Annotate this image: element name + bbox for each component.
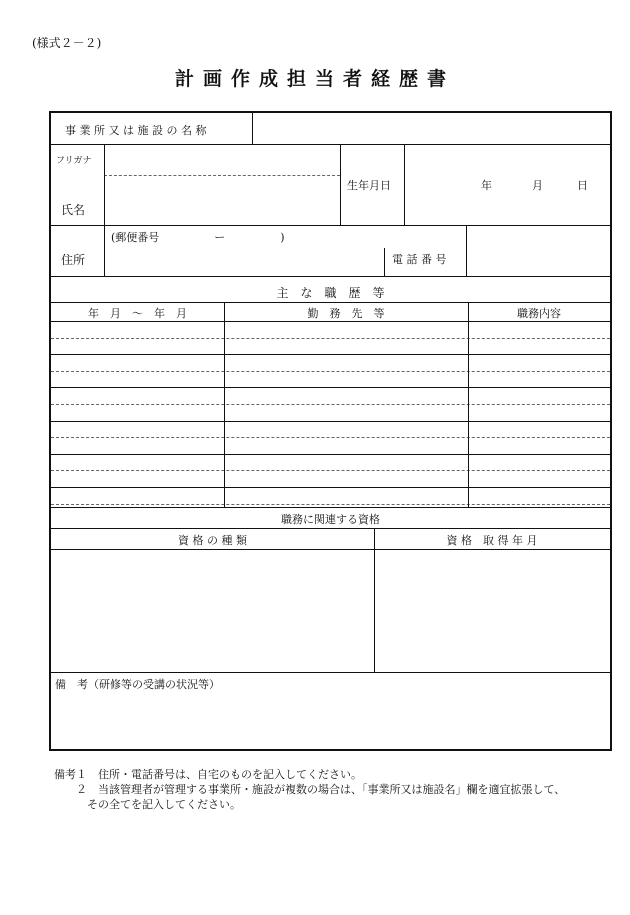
career-col-duties: 職務内容 bbox=[517, 307, 561, 320]
career-col-workplace: 勤 務 先 等 bbox=[307, 307, 385, 320]
address-label: 住所 bbox=[61, 253, 86, 267]
name-field[interactable] bbox=[105, 176, 340, 225]
form-id: (様式２－２) bbox=[32, 36, 102, 50]
page-title: 計画作成担当者経歴書 bbox=[174, 68, 455, 90]
furigana-label: フリガナ bbox=[56, 156, 92, 166]
phone-field[interactable] bbox=[467, 226, 610, 276]
remarks-field[interactable] bbox=[51, 691, 610, 749]
postal-code-label: (郵便番号 ー ) bbox=[111, 231, 285, 244]
notes bbox=[54, 767, 565, 812]
note-line: その全てを記入してください。 bbox=[54, 798, 241, 811]
career-entry-row[interactable] bbox=[51, 454, 610, 487]
phone-label: 電 話 番 号 bbox=[392, 253, 447, 266]
form-table bbox=[49, 111, 612, 751]
qualification-section-label: 職務に関連する資格 bbox=[281, 513, 380, 526]
address-field[interactable] bbox=[105, 246, 383, 275]
qualification-col-date: 資 格 取 得 年 月 bbox=[446, 534, 538, 547]
birthdate-month-label: 月 bbox=[532, 179, 543, 192]
remarks-label: 備 考（研修等の受講の状況等） bbox=[55, 678, 220, 691]
qualification-col-type: 資 格 の 種 類 bbox=[178, 534, 247, 547]
note-line: 備考１ 住所・電話番号は、自宅のものを記入してください。 bbox=[54, 768, 362, 781]
note-line: ２ 当該管理者が管理する事業所・施設が複数の場合は、「事業所又は施設名」欄を適宜拡張して、 bbox=[54, 783, 566, 796]
career-col-period: 年 月 ～ 年 月 bbox=[88, 307, 187, 320]
career-entry-row[interactable] bbox=[51, 354, 610, 387]
facility-name-field[interactable] bbox=[253, 113, 610, 144]
birthdate-label: 生年月日 bbox=[347, 179, 391, 192]
career-section-label: 主 な 職 歴 等 bbox=[276, 286, 385, 300]
career-entry-row[interactable] bbox=[51, 321, 610, 354]
furigana-field[interactable] bbox=[105, 145, 340, 175]
qualification-date-field[interactable] bbox=[375, 550, 610, 671]
career-entry-row[interactable] bbox=[51, 387, 610, 420]
birthdate-year-label: 年 bbox=[481, 179, 492, 192]
qualification-type-field[interactable] bbox=[51, 550, 373, 671]
birthdate-day-label: 日 bbox=[577, 179, 588, 192]
career-entry-row[interactable] bbox=[51, 487, 610, 507]
facility-name-label: 事 業 所 又 は 施 設 の 名 称 bbox=[65, 124, 207, 137]
career-entry-row[interactable] bbox=[51, 421, 610, 454]
name-label: 氏名 bbox=[61, 203, 86, 217]
